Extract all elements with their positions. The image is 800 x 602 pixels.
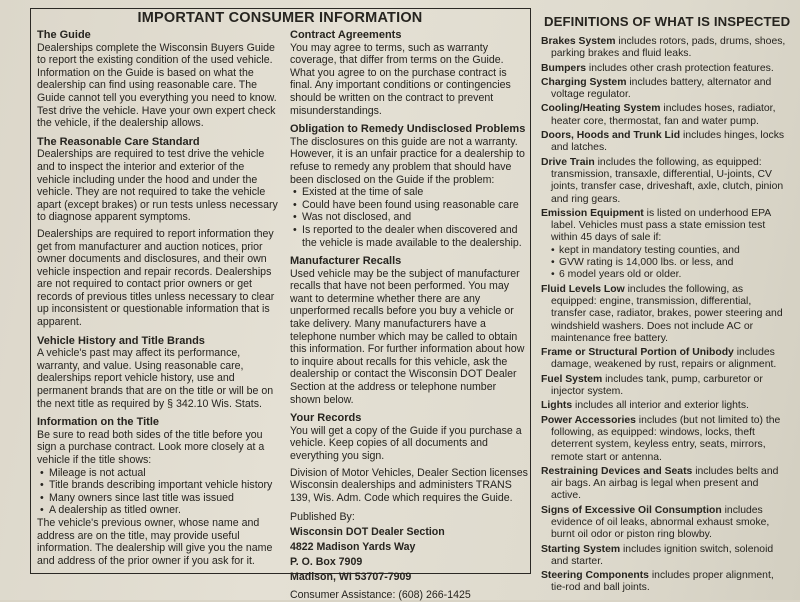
records-text-1: You will get a copy of the Guide if you purchase a vehicle. Keep copies of all documents and everything you sign. <box>290 424 522 462</box>
guide-heading: The Guide <box>37 29 91 41</box>
published-by: Published By: <box>290 511 355 524</box>
recalls-heading: Manufacturer Recalls <box>290 255 402 268</box>
definition-item: Steering Components includes proper alignment, tie-rod and ball joints. <box>541 570 774 594</box>
list-item: • Mileage is not actual <box>49 467 280 480</box>
list-item: • 6 model years old or older. <box>559 269 789 281</box>
definition-item: Drive Train includes the following, as equipped: transmission, transaxle, differential, U-joints, CV joints, transfer case, driveshaft, axle, clutch, pinion and ring gears. <box>541 156 784 205</box>
definitions-title: DEFINITIONS OF WHAT IS INSPECTED <box>544 14 791 29</box>
list-item: • Could have been found using reasonable care <box>302 199 528 212</box>
recalls-text: Used vehicle may be the subject of manufacturer recalls that have not been performed. You may want to determine whether there are any unperformed recalls before you buy a vehicle or take delivery. Many manufacturers have a telephone number which may be called to obtain this information. For further information about how to inquire about recalls for this vehicle, ask the dealership or contact the Wisconsin DOT Dealer Section at the address or telephone number shown below. <box>290 267 525 406</box>
title-info-heading: Information on the Title <box>37 416 160 429</box>
list-item: • kept in mandatory testing counties, and <box>559 245 789 257</box>
remedy-heading: Obligation to Remedy Undisclosed Problems <box>290 123 526 136</box>
publisher-address-1: 4822 Madison Yards Way <box>290 541 416 554</box>
contract-heading: Contract Agreements <box>290 29 402 41</box>
definition-item: Bumpers includes other crash protection features. <box>541 62 774 74</box>
list-item: • Existed at the time of sale <box>302 186 528 199</box>
title-info-text: Be sure to read both sides of the title before you sign a purchase contract. Look more closely at a vehicle if the title shows: <box>37 428 265 466</box>
title-info-text-2: The vehicle's previous owner, whose name and address are on the title, may provide useful information. The dealership will give you the name and address of the prior owner if you ask for it. <box>37 516 273 567</box>
list-item: • GVW rating is 14,000 lbs. or less, and <box>559 257 789 269</box>
publisher-org: Wisconsin DOT Dealer Section <box>290 526 445 539</box>
column-2 <box>290 29 528 602</box>
column-1 <box>37 29 280 567</box>
title-bullets <box>37 467 280 517</box>
definition-item: Brakes System includes rotors, pads, drums, shoes, parking brakes and fluid leaks. <box>541 36 786 60</box>
definition-item: Frame or Structural Portion of Unibody includes damage, weakened by rust, repairs or alignment. <box>541 347 777 371</box>
definition-item: Starting System includes ignition switch, solenoid and starter. <box>541 543 774 567</box>
care-heading: The Reasonable Care Standard <box>37 135 200 148</box>
emission-bullets <box>541 245 789 282</box>
definition-item: Emission Equipment is listed on underhood EPA label. Vehicles must pass a state emission test within 45 days of sale if: <box>541 207 771 244</box>
publisher-address-2: P. O. Box 7909 <box>290 556 363 569</box>
consumer-assistance: Consumer Assistance: (608) 266-1425 <box>290 589 471 602</box>
definition-item: Restraining Devices and Seats includes belts and air bags. An airbag is legal when present and active. <box>541 465 779 502</box>
list-item: • A dealership as titled owner. <box>49 504 280 517</box>
definition-item: Lights includes all interior and exterior lights. <box>541 400 749 412</box>
history-heading: Vehicle History and Title Brands <box>37 334 205 347</box>
list-item: • Was not disclosed, and <box>302 211 528 224</box>
remedy-text: The disclosures on this guide are not a warranty. However, it is an unfair practice for a dealership to refuse to remedy any problem that should have been disclosed on the Guide if the problem: <box>290 135 525 186</box>
definition-item: Charging System includes battery, alternator and voltage regulator. <box>541 76 772 101</box>
contract-text: You may agree to terms, such as warranty coverage, that differ from terms on the Guide. What you agree to on the purchase contract is final. Any important conditions or contingencies should be written on the contract to prevent misunderstandings. <box>290 41 511 117</box>
definition-item: Doors, Hoods and Trunk Lid includes hinges, locks and latches. <box>541 130 785 154</box>
remedy-bullets <box>290 186 528 249</box>
list-item: • Is reported to the dealer when discovered and the vehicle is made available to the dealership. <box>302 224 528 249</box>
care-text-2: Dealerships are required to report information they get from manufacturer and auction notices, prior owner documents and disclosures, and their own vehicle inspection and repair records. Dealerships are not required to contact prior owners or get records of previous titles unless necessary to clear up inconsistent or questionable information that is apparent. <box>37 227 275 329</box>
definition-item: Fuel System includes tank, pump, carburetor or injector system. <box>541 373 763 398</box>
definition-item: Fluid Levels Low includes the following, as equipped: engine, transmission, differential, transfer case, radiator, brakes, power steering and windshield washers. Does not include AC or maintenance free battery. <box>541 283 783 344</box>
history-text: A vehicle's past may affect its performance, warranty, and value. Using reasonable care, dealerships report vehicle history, use and permanent brands that are on the title or will be on the next title as required by § 342.10 Wis. Stats. <box>37 347 274 410</box>
publisher-address-3: Madison, WI 53707-7909 <box>290 571 412 584</box>
consumer-info-title: IMPORTANT CONSUMER INFORMATION <box>137 10 423 26</box>
list-item: • Many owners since last title was issued <box>49 492 280 505</box>
guide-text: Dealerships complete the Wisconsin Buyers Guide to report the existing condition of the used vehicle. Information on the Guide is based on what the dealership can find using reasonable care. The Guide cannot tell you everything you need to know. Test drive the vehicle. Have your own expert check the vehicle, if the dealership allows. <box>37 41 277 130</box>
definition-item: Cooling/Heating System includes hoses, radiator, heater core, thermostat, fan and water pump. <box>541 103 776 127</box>
records-text-2: Division of Motor Vehicles, Dealer Section licenses Wisconsin dealerships and administers TRANS 139, Wis. Adm. Code which requires the Guide. <box>290 466 528 504</box>
definition-item: Power Accessories includes (but not limited to) the following, as equipped: windows, locks, theft deterrent system, keyless entry, seats, mirrors, remote start or antenna. <box>541 414 781 463</box>
records-heading: Your Records <box>290 412 362 425</box>
care-text-1: Dealerships are required to test drive the vehicle and to inspect the interior and exterior of the vehicle including under the hood and under the vehicle. They are not required to take the vehicle apart (except brakes) or run tests unless necessary to diagnose apparent symptoms. <box>37 148 278 224</box>
list-item: • Title brands describing important vehicle history <box>49 479 280 492</box>
definitions-list <box>541 36 789 597</box>
definition-item: Signs of Excessive Oil Consumption includes evidence of oil leaks, abnormal exhaust smoke, burnt oil odor or piston ring blowby. <box>541 504 770 541</box>
